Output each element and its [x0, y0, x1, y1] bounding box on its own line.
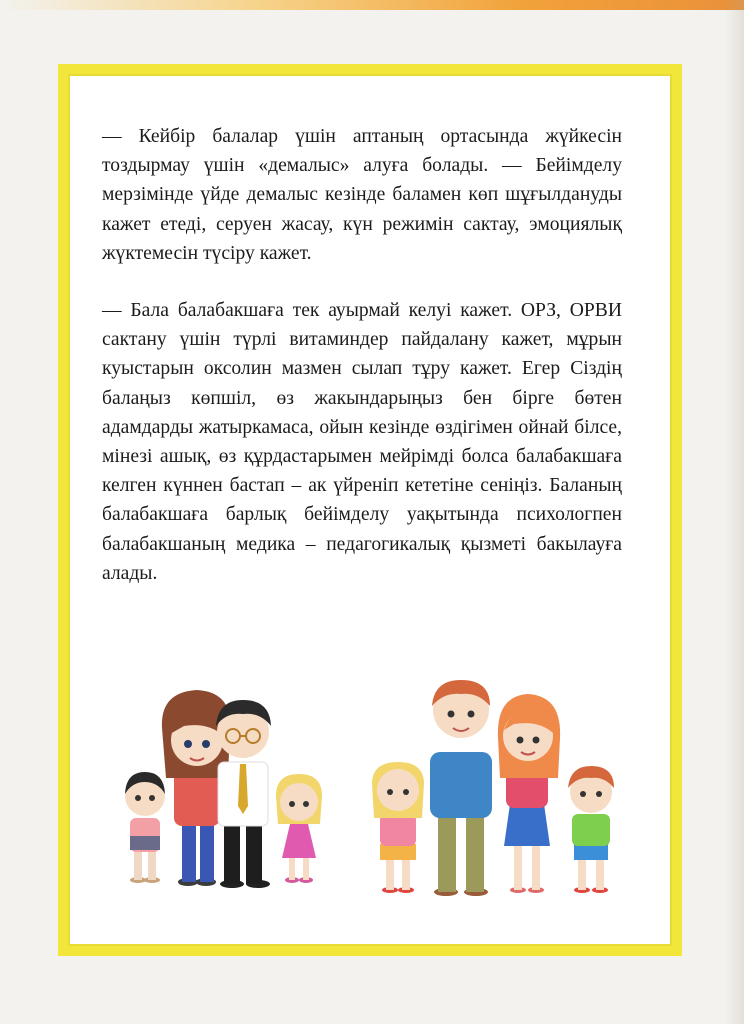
girl-figure-right: [372, 762, 424, 893]
top-decor-strip: [0, 0, 744, 10]
body-text: [102, 122, 622, 588]
mother-figure-right: [498, 694, 560, 893]
father-figure-right: [430, 680, 492, 896]
family-illustration: [100, 668, 640, 904]
page-edge-shadow: [724, 0, 744, 1024]
boy-figure-left: [125, 772, 165, 883]
paragraph-1: — Кейбір балалар үшін аптаның ортасында жүйкесін тоздырмау үшін «демалыс» алуға болады. — Бейімделу мерзімінде үйде демалыс кезінде баламен көп шұғылдануды кажет етеді, серуен жасау, күн режимін сактау, эмоциялық жүктемесін түсіру кажет.: [102, 126, 622, 264]
paragraph-2: — Бала балабакшаға тек ауырмай келуі кажет. ОРЗ, ОРВИ сактану үшін түрлі витаминдер пайдалану кажет, мұрын куыстарын оксолин мазмен сылап тұру кажет. Егер Сіздің балаңыз көпшіл, өз жакындарыңыз бен бірге бөтен адамдарды жатыркамаса, ойын кезінде өздігімен ойнай білсе, мінезі ашық, өз құрдастарымен мейрімді болса балабакшаға келген күннен бастап – ак үйреніп кететіне сеніңіз. Баланың балабакшаға барлық бейімделу уақытында психологпен балабакшаның медика – педагогикалық қызметі бакылауға алады.: [102, 300, 622, 584]
boy-figure-right: [568, 766, 614, 893]
father-figure-left: [216, 700, 271, 888]
girl-figure-left: [276, 774, 322, 883]
